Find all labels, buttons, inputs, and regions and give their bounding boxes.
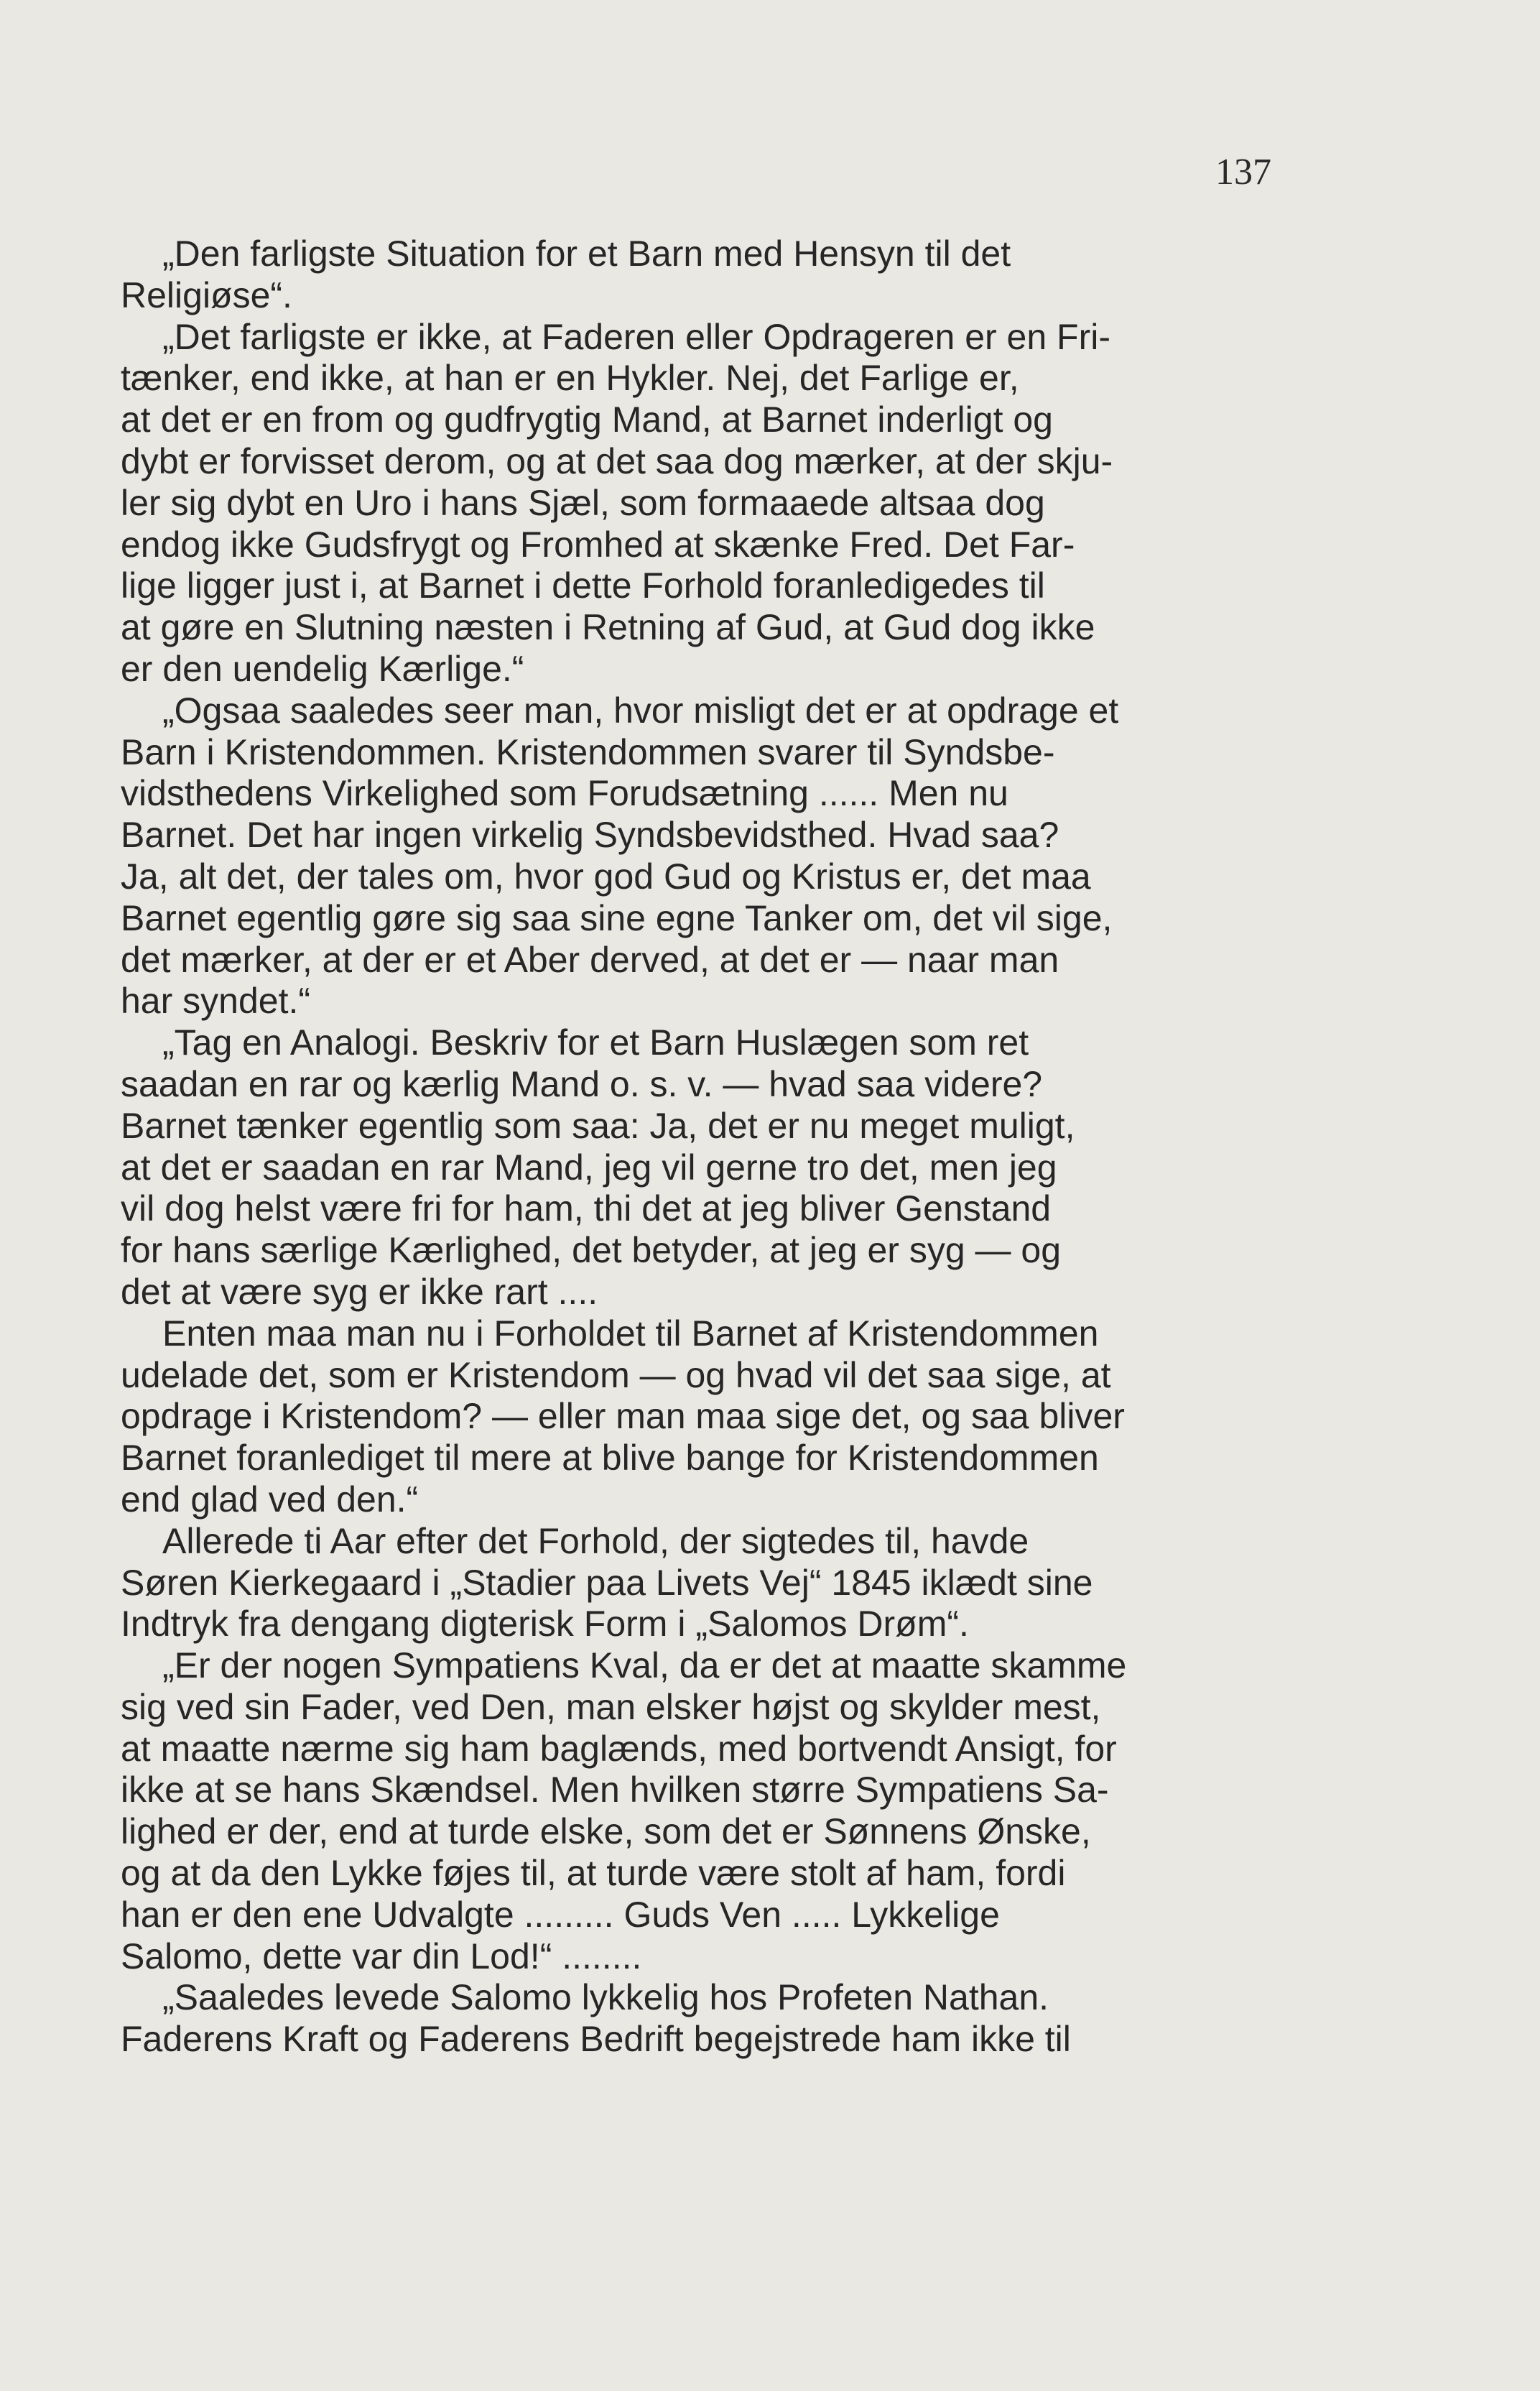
text-line: Barn i Kristendommen. Kristendommen svarer til Syndsbe- — [121, 731, 1055, 772]
text-line: Religiøse“. — [121, 274, 292, 315]
text-line: vil dog helst være fri for ham, thi det at jeg bliver Genstand — [121, 1188, 1052, 1229]
text-line: Barnet foranlediget til mere at blive bange for Kristendommen — [121, 1438, 1099, 1479]
body-text — [121, 233, 1267, 2061]
text-line: Ja, alt det, der tales om, hvor god Gud og Kristus er, det maa — [121, 856, 1091, 897]
text-line: tænker, end ikke, at han er en Hykler. Nej, det Farlige er, — [121, 358, 1019, 399]
text-line: at maatte nærme sig ham baglænds, med bortvendt Ansigt, for — [121, 1728, 1117, 1769]
text-line: lige ligger just i, at Barnet i dette Forhold foranledigedes til — [121, 565, 1045, 606]
text-line: vidsthedens Virkelighed som Forudsætning ...... Men nu — [121, 773, 1008, 814]
text-line: opdrage i Kristendom? — eller man maa sige det, og saa bliver — [121, 1396, 1125, 1437]
text-line: har syndet.“ — [121, 981, 311, 1022]
text-line: „Er der nogen Sympatiens Kval, da er det at maatte skamme — [162, 1645, 1127, 1686]
text-line: det at være syg er ikke rart .... — [121, 1271, 598, 1312]
text-line: og at da den Lykke føjes til, at turde være stolt af ham, fordi — [121, 1853, 1066, 1894]
text-line: Søren Kierkegaard i „Stadier paa Livets Vej“ 1845 iklædt sine — [121, 1562, 1093, 1603]
text-line: Allerede ti Aar efter det Forhold, der sigtedes til, havde — [162, 1520, 1029, 1561]
text-line: Indtryk fra dengang digterisk Form i „Salomos Drøm“. — [121, 1604, 969, 1645]
text-line: dybt er forvisset derom, og at det saa dog mærker, at der skju- — [121, 440, 1113, 481]
text-line: endog ikke Gudsfrygt og Fromhed at skænke Fred. Det Far- — [121, 524, 1075, 565]
text-line: sig ved sin Fader, ved Den, man elsker højst og skylder mest, — [121, 1686, 1101, 1727]
text-line: at gøre en Slutning næsten i Retning af Gud, at Gud dog ikke — [121, 607, 1095, 648]
text-line: „Den farligste Situation for et Barn med Hensyn til det — [162, 233, 1011, 274]
text-line: „Ogsaa saaledes seer man, hvor misligt det er at opdrage et — [162, 690, 1119, 731]
text-line: ler sig dybt en Uro i hans Sjæl, som formaaede altsaa dog — [121, 482, 1045, 523]
text-line: at det er en from og gudfrygtig Mand, at Barnet inderligt og — [121, 399, 1053, 440]
text-line: ikke at se hans Skændsel. Men hvilken større Sympatiens Sa- — [121, 1770, 1109, 1810]
text-line: Faderens Kraft og Faderens Bedrift begejstrede ham ikke til — [121, 2019, 1071, 2060]
page-number: 137 — [1215, 152, 1271, 193]
text-line: Barnet egentlig gøre sig saa sine egne Tanker om, det vil sige, — [121, 897, 1113, 938]
text-line: Barnet. Det har ingen virkelig Syndsbevidsthed. Hvad saa? — [121, 815, 1059, 856]
text-line: det mærker, at der er et Aber derved, at det er — naar man — [121, 939, 1059, 980]
text-line: Salomo, dette var din Lod!“ ........ — [121, 1936, 642, 1976]
text-line: „Det farligste er ikke, at Faderen eller Opdrageren er en Fri- — [162, 316, 1110, 357]
text-line: han er den ene Udvalgte ......... Guds Ven ..... Lykkelige — [121, 1894, 1000, 1935]
text-line: „Tag en Analogi. Beskriv for et Barn Huslægen som ret — [162, 1022, 1029, 1063]
text-line: lighed er der, end at turde elske, som det er Sønnens Ønske, — [121, 1811, 1091, 1852]
text-line: „Saaledes levede Salomo lykkelig hos Profeten Nathan. — [162, 1977, 1049, 2018]
text-line: er den uendelig Kærlige.“ — [121, 648, 524, 689]
text-line: udelade det, som er Kristendom — og hvad vil det saa sige, at — [121, 1354, 1111, 1395]
text-line: at det er saadan en rar Mand, jeg vil gerne tro det, men jeg — [121, 1147, 1057, 1188]
text-line: end glad ved den.“ — [121, 1479, 419, 1520]
text-line: Barnet tænker egentlig som saa: Ja, det er nu meget muligt, — [121, 1105, 1075, 1146]
text-line: Enten maa man nu i Forholdet til Barnet af Kristendommen — [162, 1313, 1099, 1354]
text-line: for hans særlige Kærlighed, det betyder, at jeg er syg — og — [121, 1230, 1062, 1271]
text-line: saadan en rar og kærlig Mand o. s. v. — hvad saa videre? — [121, 1063, 1043, 1104]
